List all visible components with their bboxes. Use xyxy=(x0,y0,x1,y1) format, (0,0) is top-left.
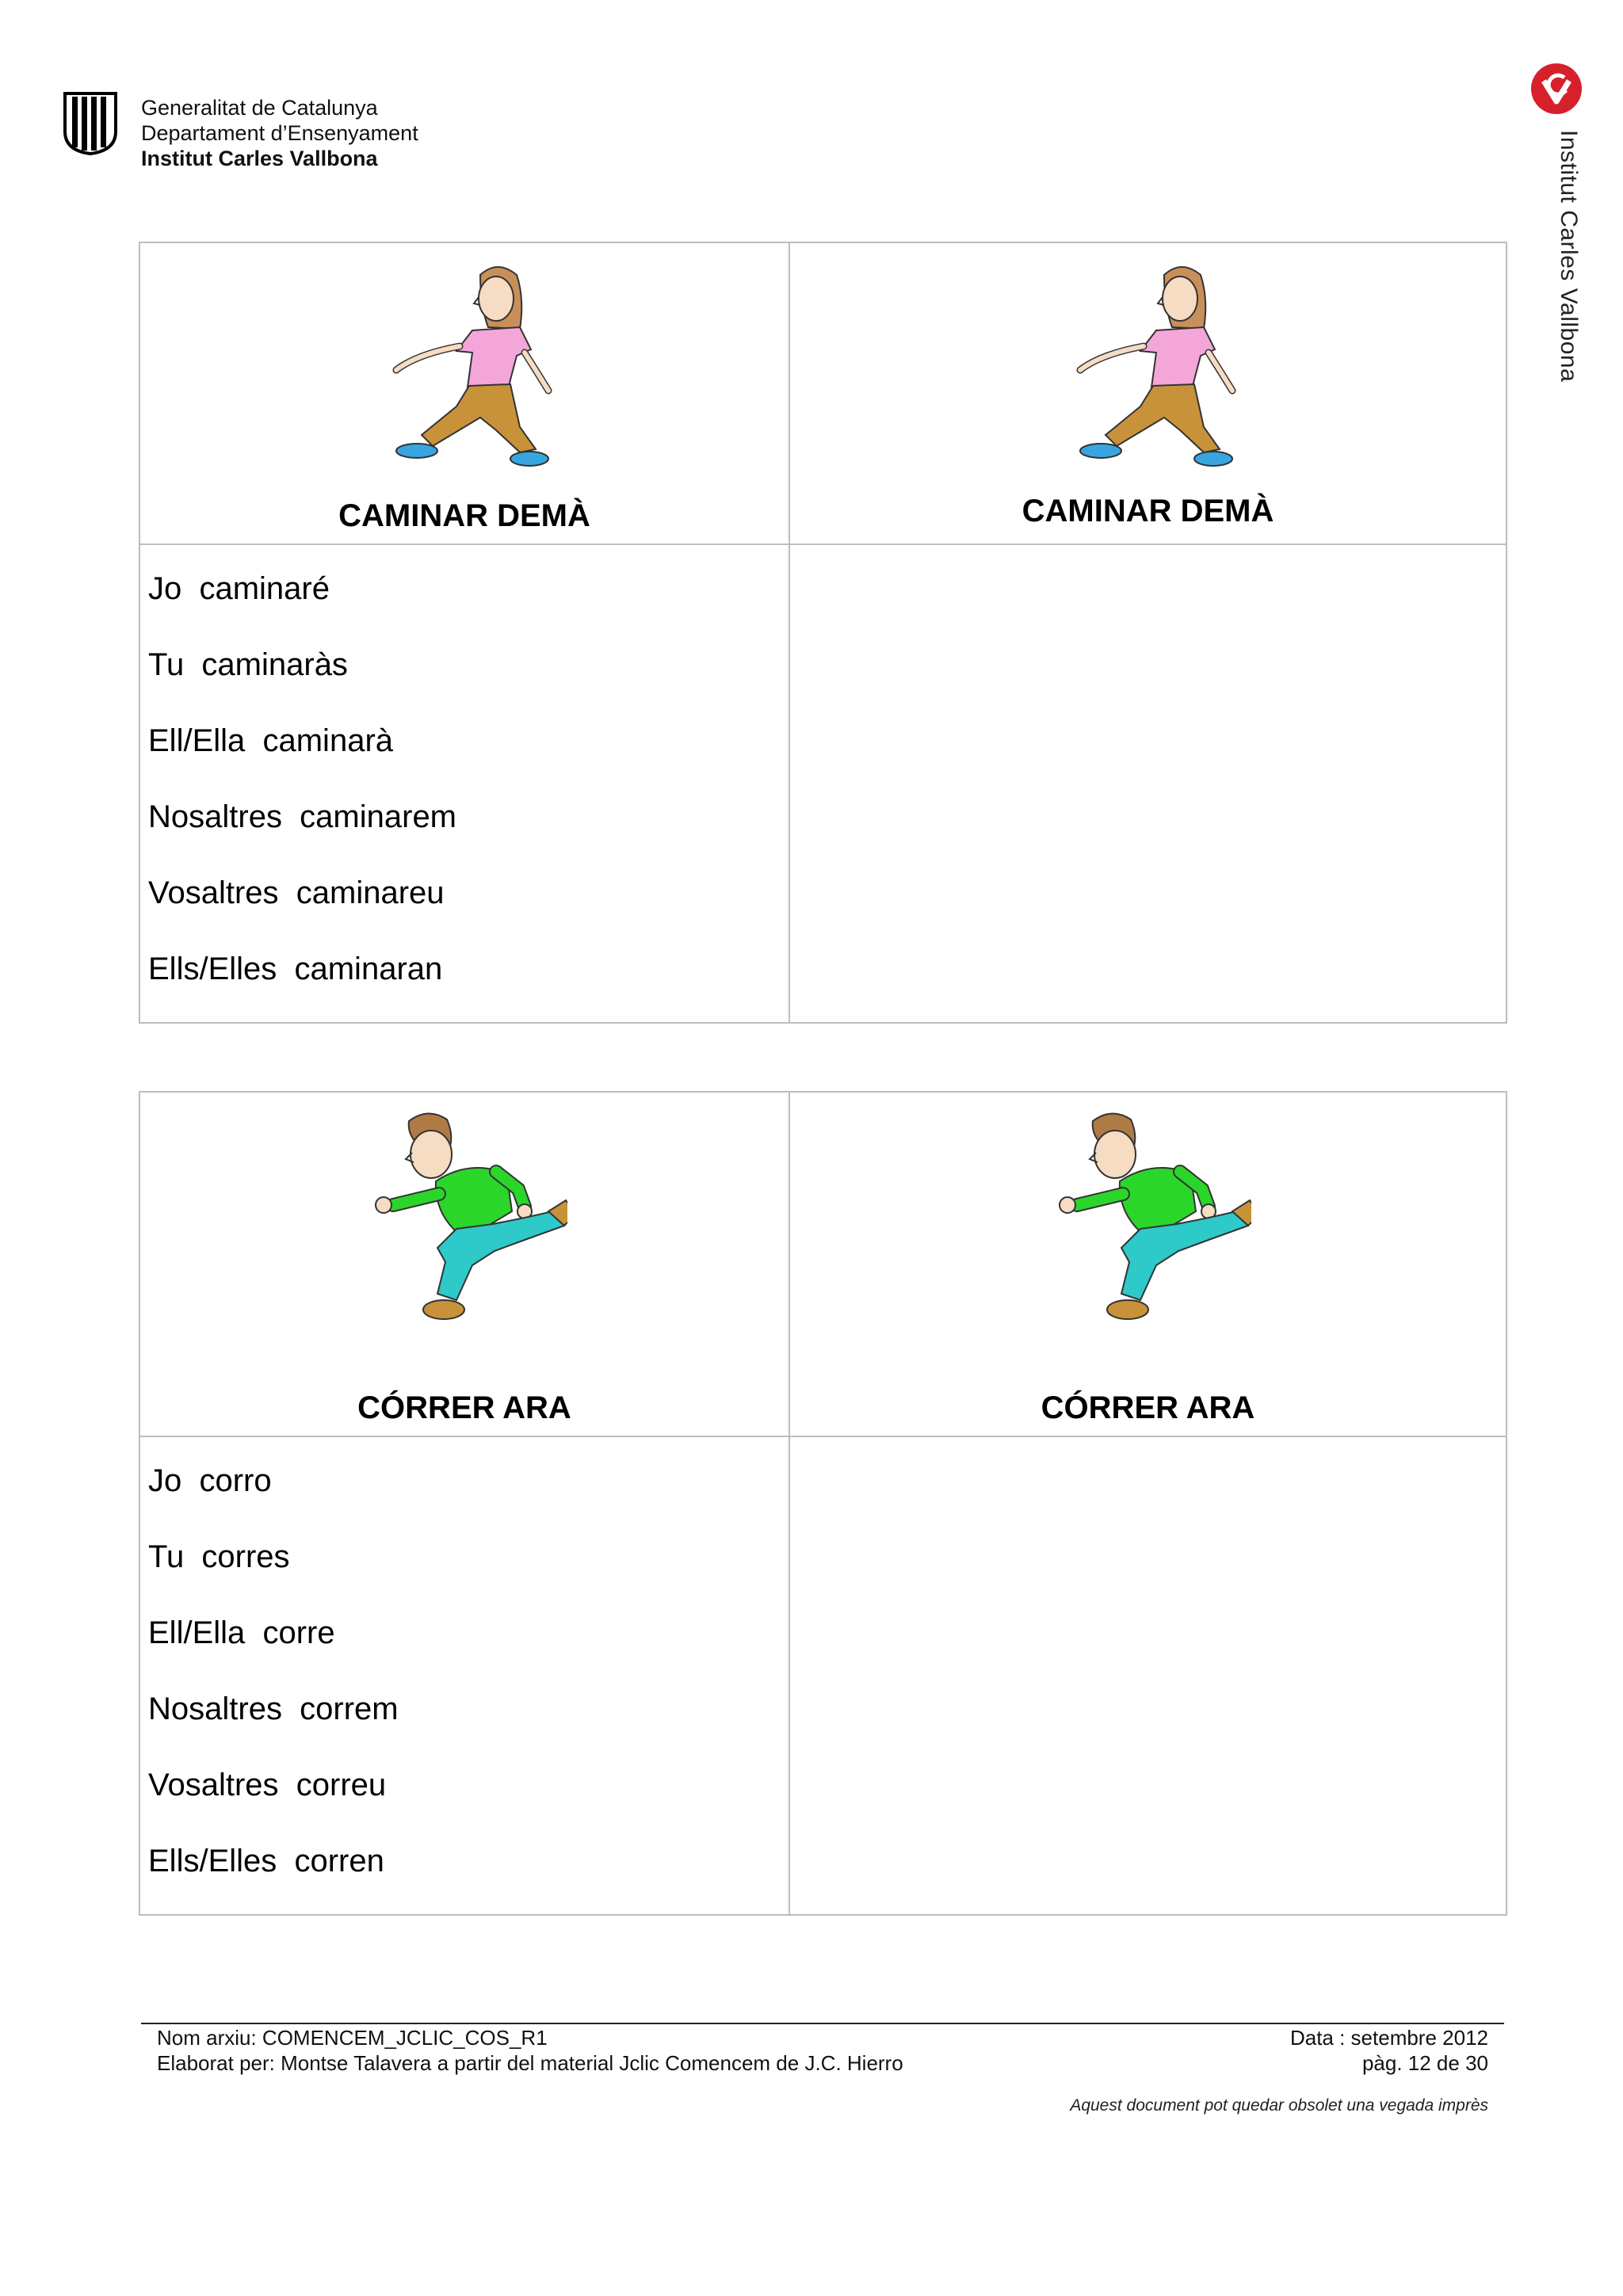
footer-obsolete-note: Aquest document pot quedar obsolet una vegada imprès xyxy=(1070,2096,1488,2115)
footer-divider xyxy=(141,2023,1504,2024)
header-line-government: Generalitat de Catalunya xyxy=(141,96,378,120)
conjugation-line: Nosaltres correm xyxy=(148,1691,399,1726)
walking-girl-icon xyxy=(361,251,567,481)
header-line-department: Departament d’Ensenyament xyxy=(141,121,418,145)
footer-author: Elaborat per: Montse Talavera a partir del material Jclic Comencem de J.C. Hierro xyxy=(157,2051,903,2075)
verb-card-correr xyxy=(139,1091,1507,1909)
conjugation-line: Ells/Elles corren xyxy=(148,1844,384,1878)
card-cell-image-right xyxy=(789,1092,1507,1436)
conjugation-list xyxy=(140,1437,789,1914)
conjugation-line: Ell/Ella caminarà xyxy=(148,723,394,758)
conjugation-line: Vosaltres caminareu xyxy=(148,875,445,910)
blank-answer-cell xyxy=(789,544,1507,1023)
card-title-right: CÓRRER ARA xyxy=(1041,1390,1255,1425)
conjugation-list xyxy=(140,545,789,1022)
footer-left xyxy=(157,2025,903,2076)
conjugation-line: Jo caminaré xyxy=(148,571,330,606)
conjugation-line: Ells/Elles caminaran xyxy=(148,952,443,986)
school-logo-icon xyxy=(1529,62,1583,116)
verb-card-caminar xyxy=(139,242,1507,1016)
walking-girl-icon xyxy=(1045,251,1251,481)
footer-right xyxy=(1290,2025,1488,2076)
conjugation-line: Nosaltres caminarem xyxy=(148,799,457,834)
footer-date: Data : setembre 2012 xyxy=(1289,2026,1488,2050)
conjugation-cell xyxy=(139,544,789,1023)
running-boy-icon xyxy=(361,1107,567,1337)
conjugation-line: Tu corres xyxy=(148,1539,290,1574)
blank-answer-cell xyxy=(789,1436,1507,1915)
footer-page-number: pàg. 12 de 30 xyxy=(1361,2051,1488,2075)
conjugation-line: Vosaltres correu xyxy=(148,1768,387,1802)
conjugation-line: Tu caminaràs xyxy=(148,647,348,682)
conjugation-line: Jo corro xyxy=(148,1463,272,1498)
footer-file-name: Nom arxiu: COMENCEM_JCLIC_COS_R1 xyxy=(157,2026,548,2050)
side-school-label: Institut Carles Vallbona xyxy=(1556,130,1582,383)
card-cell-image-left xyxy=(139,242,789,544)
generalitat-logo-icon xyxy=(62,89,119,155)
side-brand xyxy=(1518,62,1613,395)
header-line-school: Institut Carles Vallbona xyxy=(141,147,378,170)
card-title-left: CÓRRER ARA xyxy=(357,1390,571,1425)
running-boy-icon xyxy=(1045,1107,1251,1337)
institution-header xyxy=(141,95,418,171)
conjugation-cell xyxy=(139,1436,789,1915)
conjugation-line: Ell/Ella corre xyxy=(148,1615,335,1650)
card-title-left: CAMINAR DEMÀ xyxy=(338,498,590,533)
card-cell-image-left xyxy=(139,1092,789,1436)
card-cell-image-right xyxy=(789,242,1507,544)
card-title-right: CAMINAR DEMÀ xyxy=(1022,494,1274,528)
